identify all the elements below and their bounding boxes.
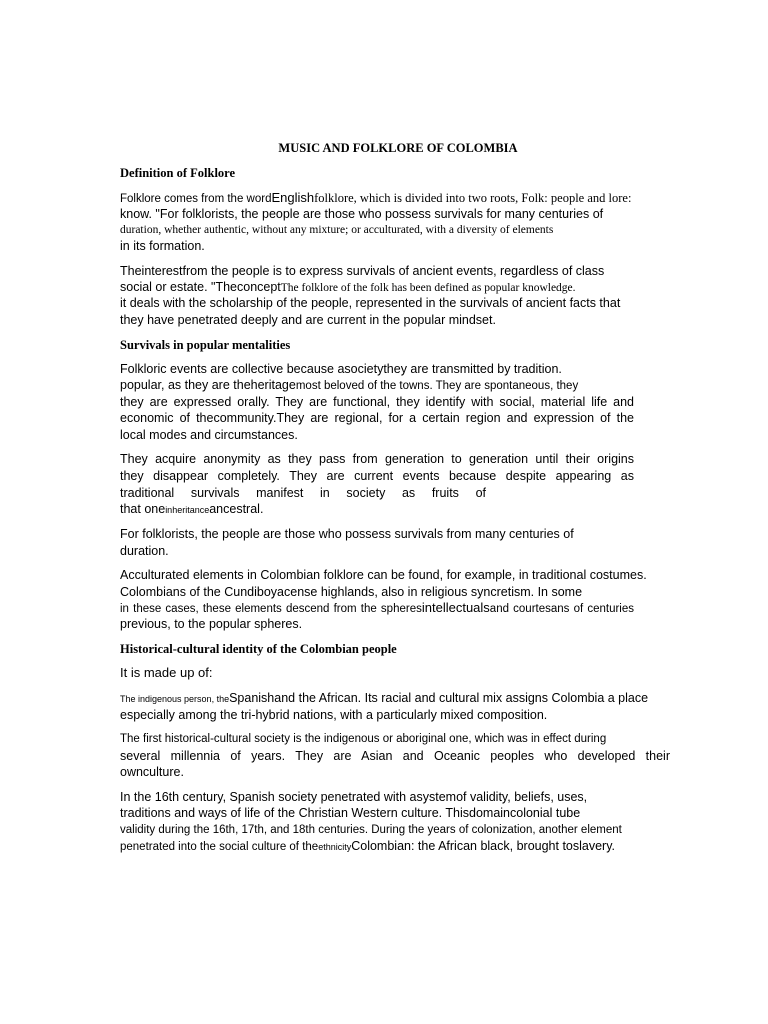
heading-survivals: Survivals in popular mentalities bbox=[120, 338, 291, 352]
text-run: popular, as they are the bbox=[120, 378, 251, 392]
text-run: Spanish bbox=[229, 691, 275, 705]
paragraph-line: Colombians of the Cundiboyacense highlands, also in religious syncretism. In some bbox=[120, 585, 583, 599]
paragraph-line: local modes and circumstances. bbox=[120, 428, 298, 442]
page-title: MUSIC AND FOLKLORE OF COLOMBIA bbox=[278, 141, 518, 155]
text-run: The folklore of the folk has been defined as popular knowledge. bbox=[280, 282, 576, 294]
paragraph-line: especially among the tri-hybrid nations, with a particularly mixed composition. bbox=[120, 708, 548, 722]
paragraph-line bbox=[120, 690, 648, 707]
paragraph-line: Acculturated elements in Colombian folklore can be found, for example, in traditional costumes. bbox=[120, 568, 647, 582]
paragraph-line: they are expressed orally. They are functional, they identify with social, material life and bbox=[120, 395, 634, 409]
paragraph-line bbox=[120, 501, 263, 518]
text-run: that one bbox=[120, 502, 166, 516]
paragraph-line bbox=[120, 279, 576, 296]
paragraph-line: in its formation. bbox=[120, 239, 205, 253]
heading-definition: Definition of Folklore bbox=[120, 166, 236, 180]
text-run: and courtesans of centuries bbox=[489, 603, 634, 615]
paragraph-line: economic of thecommunity.They are regional, for a certain region and expression of the bbox=[120, 411, 634, 425]
text-run: ethnicity bbox=[318, 842, 352, 852]
paragraph-line: They acquire anonymity as they pass from generation to generation until their origins bbox=[120, 452, 634, 466]
paragraph-line: duration. bbox=[120, 544, 169, 558]
paragraph-line: validity during the 16th, 17th, and 18th centuries. During the years of colonization, another element bbox=[120, 824, 622, 836]
paragraph-line: several millennia of years. They are Asian and Oceanic peoples who developed their bbox=[120, 749, 670, 763]
text-run: in these cases, these elements descend from the spheres bbox=[120, 603, 422, 615]
text-run: ancestral. bbox=[209, 502, 264, 516]
paragraph-line: it deals with the scholarship of the people, represented in the survivals of ancient facts that bbox=[120, 296, 621, 310]
paragraph-line: Folkloric events are collective because asocietythey are transmitted by tradition. bbox=[120, 362, 562, 376]
text-run: folklore, which is divided into two roots, Folk: people and lore: bbox=[314, 191, 632, 205]
paragraph-line: traditional survivals manifest in society as fruits of bbox=[120, 486, 486, 500]
paragraph-line bbox=[120, 600, 634, 617]
paragraph-line bbox=[120, 190, 631, 207]
paragraph-line: In the 16th century, Spanish society penetrated with asystemof validity, beliefs, uses, bbox=[120, 790, 588, 804]
heading-identity: Historical-cultural identity of the Colombian people bbox=[120, 642, 397, 656]
text-run: penetrated into the social culture of the bbox=[120, 841, 319, 853]
paragraph-line: traditions and ways of life of the Christian Western culture. Thisdomaincolonial tube bbox=[120, 806, 581, 820]
paragraph-line: The first historical-cultural society is the indigenous or aboriginal one, which was in effect during bbox=[120, 733, 607, 745]
text-run: inheritance bbox=[165, 505, 210, 515]
paragraph-line: they disappear completely. They are current events because despite appearing as bbox=[120, 469, 634, 483]
text-run: Colombian: the African black, brought toslavery. bbox=[351, 839, 616, 853]
paragraph-line: It is made up of: bbox=[120, 665, 213, 680]
paragraph-line: Theinterestfrom the people is to express survivals of ancient events, regardless of class bbox=[120, 264, 605, 278]
paragraph-line: ownculture. bbox=[120, 765, 184, 779]
paragraph-line: previous, to the popular spheres. bbox=[120, 617, 303, 631]
paragraph-line: they have penetrated deeply and are current in the popular mindset. bbox=[120, 313, 496, 327]
text-run: heritage bbox=[250, 378, 296, 392]
text-run: Folklore comes from the word bbox=[120, 193, 272, 205]
paragraph-line: know. "For folklorists, the people are those who possess survivals for many centuries of bbox=[120, 207, 604, 221]
text-run: most beloved of the towns. They are spontaneous, they bbox=[295, 380, 579, 392]
paragraph-line bbox=[120, 838, 615, 855]
paragraph-line: For folklorists, the people are those who possess survivals from many centuries of bbox=[120, 527, 574, 541]
paragraph-line: duration, whether authentic, without any mixture; or acculturated, with a diversity of elements bbox=[120, 224, 554, 236]
text-run: social or estate. "Theconcept bbox=[120, 280, 281, 294]
text-run: English bbox=[271, 190, 315, 205]
paragraph-line bbox=[120, 377, 578, 394]
text-run: and the African. Its racial and cultural mix assigns Colombia a place bbox=[274, 691, 649, 705]
text-run: The indigenous person, the bbox=[120, 694, 230, 704]
text-run: intellectuals bbox=[421, 600, 490, 615]
